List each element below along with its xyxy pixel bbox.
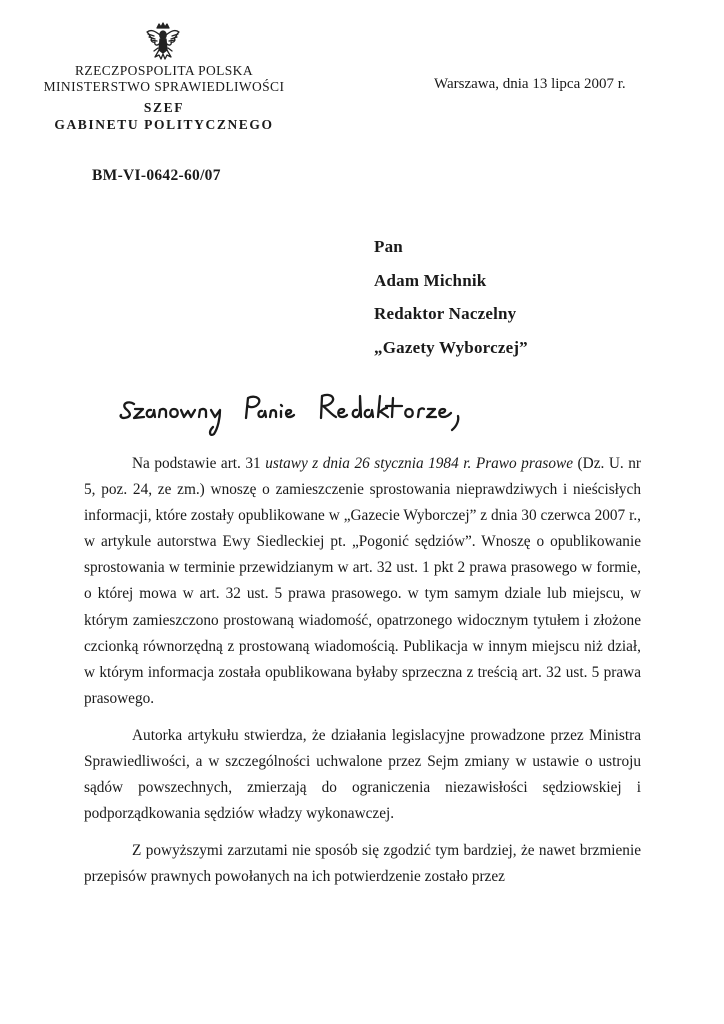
letter-body [84, 451, 641, 902]
polish-eagle-emblem-icon [146, 22, 180, 60]
ministry-line-1: RZECZPOSPOLITA POLSKA [75, 63, 253, 78]
reference-number: BM-VI-0642-60/07 [92, 167, 221, 184]
body-paragraph-1-start: Na podstawie art. 31 [132, 455, 266, 472]
recipient-line-3: Redaktor Naczelny [374, 304, 517, 323]
ministry-header [20, 63, 308, 133]
body-paragraph-1 [84, 451, 641, 712]
recipient-line-2: Adam Michnik [374, 270, 487, 290]
body-paragraph-1-rest: (Dz. U. nr 5, poz. 24, ze zm.) wnoszę o zamieszczenie sprostowania nieprawdziwych i nieścisłych informacji, które zostały opublikowane w „Gazecie Wyborczej” z dnia 30 czerwca 2007 r., w artykule autorstwa Ewy Siedleckiej pt. „Pogonić sędziów”. Wnoszę o opublikowanie sprostowania w terminie przewidzianym w art. 32 ust. 1 pkt 2 prawa prasowego w formie, o której mowa w art. 32 ust. 5 prawa prasowego. w tym samym dziale lub miejscu, w którym zamieszczono prostowaną wiadomość, opatrzonego widocznym tytułem i złożone czcionką równorzędną z prostowaną wiadomością. Publikacja w innym miejscu niż dział, w którym informacja została opublikowana byłaby sprzeczna z treścią art. 32 ust. 5 prawa prasowego. [84, 455, 641, 707]
body-paragraph-2: Autorka artykułu stwierdza, że działania legislacyjne prowadzone przez Ministra Sprawiedliwości, a w szczególności uchwalone przez Sejm zmiany w ustawie o ustroju sądów powszechnych, zmierzają do ograniczenia niezawisłości sędziowskiej i podporządkowania sędziów władzy wykonawczej. [84, 726, 641, 823]
recipient-block [374, 230, 528, 364]
ministry-line-2: MINISTERSTWO SPRAWIEDLIWOŚCI [43, 79, 285, 94]
handwritten-greeting [118, 384, 478, 440]
office-line-2: GABINETU POLITYCZNEGO [54, 117, 274, 132]
letter-date: Warszawa, dnia 13 lipca 2007 r. [434, 76, 626, 92]
body-paragraph-3: Z powyższymi zarzutami nie sposób się zgodzić tym bardziej, że nawet brzmienie przepisów prawnych powołanych na ich potwierdzenie zostało przez [84, 842, 641, 886]
recipient-line-4: „Gazety Wyborczej” [374, 337, 528, 357]
act-title: ustawy z dnia 26 stycznia 1984 r. Prawo prasowe [265, 455, 574, 472]
recipient-line-1: Pan [374, 237, 403, 256]
office-line-1: SZEF [143, 100, 185, 115]
